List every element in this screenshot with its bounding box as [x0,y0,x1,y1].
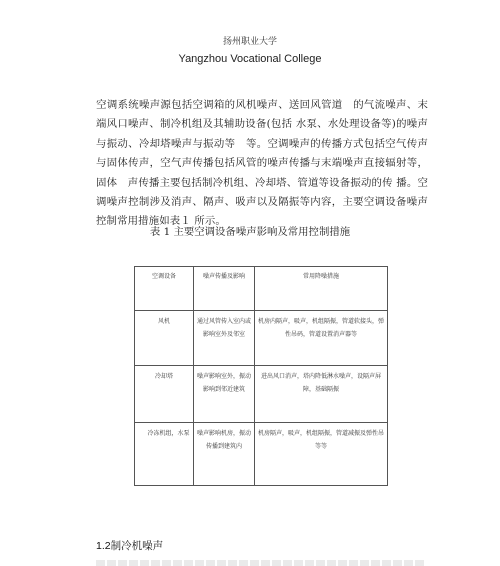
section-heading [96,538,163,553]
header-impact: 噪声传播及影响 [194,267,255,311]
section-number: 1.2 [96,540,111,552]
cell-equipment: 风机 [135,311,194,366]
header-measures: 常用降噪措施 [255,267,388,311]
cell-impact: 噪声影响机房，振动传播到建筑内 [194,423,255,486]
institution-name-en: Yangzhou Vocational College [178,53,322,65]
header-equipment: 空调设备 [135,267,194,311]
cell-equipment: 冷却塔 [135,366,194,423]
body-paragraph-text: 空调系统噪声源包括空调箱的风机噪声、送回风管道 的气流噪声、末端风口噪声、制冷机组及其辅助设备(包括 水泵、水处理设备等)的噪声与振动、冷却塔噪声与振动等 等。空调噪声的传播方式包括空气传声与固体传声，空气声传播包括风管的噪声传播与末端噪声直接辐射等， 固体 声传播主要包括制冷机组、冷却塔、管道等设备振动的传 播。空调噪声控制涉及消声、隔声、吸声以及隔振等内容，主要空调设备噪声控制常用措施如表１ 所示。 [96,99,428,228]
institution-name-cn: 扬州职业大学 [222,37,277,47]
section-title: 制冷机噪声 [110,540,164,552]
table-row [135,423,388,486]
cut-off-text-line [96,560,426,566]
noise-control-table [134,266,388,486]
cell-measures: 机房隔声，吸声，机组隔振，管道减振及弹性吊等等 [255,423,388,486]
cell-measures: 机房内隔声，吸声，机组隔振，管道软接头，弹性吊码，管道设置消声器等 [255,311,388,366]
cell-equipment: 冷冻机组，水泵 [135,423,194,486]
body-paragraph [96,96,428,232]
table-caption: 表 1 主要空调设备噪声影响及常用控制措施 [149,226,351,238]
cell-impact: 噪声影响室外，振动影响到邻近建筑 [194,366,255,423]
cell-measures: 进出风口消声，塔内降低淋水噪声，设隔声屏障，基础隔振 [255,366,388,423]
table-row [135,311,388,366]
table-header-row [135,267,388,311]
cell-impact: 通过风管传入室内或影响室外及邻室 [194,311,255,366]
table-row [135,366,388,423]
